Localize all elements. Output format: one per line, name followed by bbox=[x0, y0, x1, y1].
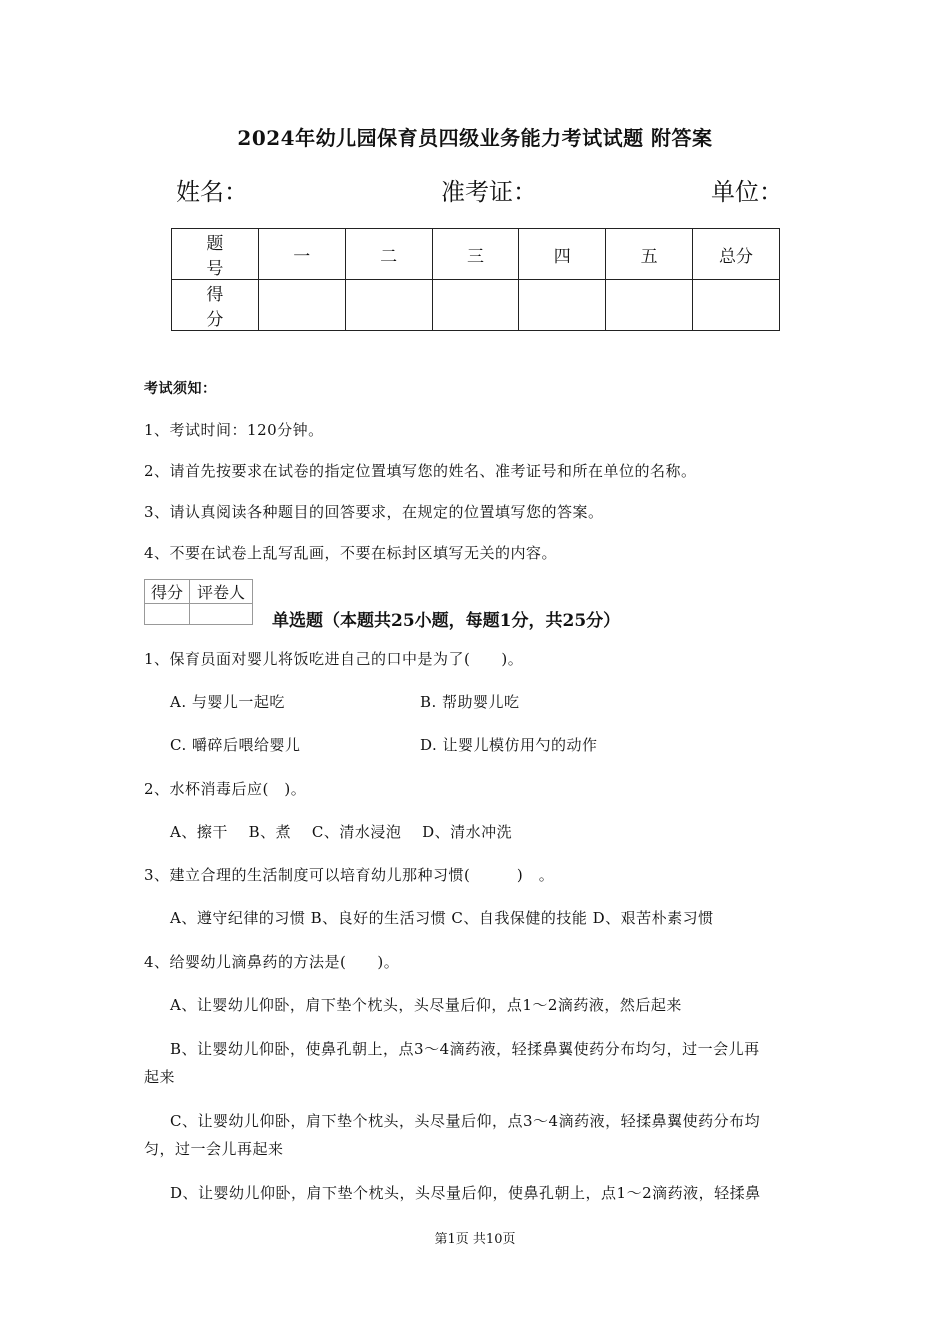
score-input-cell[interactable] bbox=[258, 280, 345, 331]
question-stem: 4、给婴幼儿滴鼻药的方法是( )。 bbox=[144, 953, 400, 971]
name-label: 姓名： bbox=[176, 178, 248, 206]
notice-item: 1、考试时间：120分钟。 bbox=[144, 421, 324, 439]
question-option: D. 让婴儿模仿用勺的动作 bbox=[420, 736, 598, 754]
score-table-cell: 一 bbox=[258, 229, 345, 280]
score-input-cell[interactable] bbox=[693, 280, 780, 331]
score-table-score-row bbox=[172, 280, 780, 331]
exam-number-label: 准考证： bbox=[441, 178, 537, 206]
grader-box-score-cell[interactable] bbox=[145, 604, 190, 625]
score-table-cell: 四 bbox=[519, 229, 606, 280]
question-stem: 1、保育员面对婴儿将饭吃进自己的口中是为了( )。 bbox=[144, 650, 524, 668]
question-option: B、让婴幼儿仰卧，使鼻孔朝上，点3～4滴药液，轻揉鼻翼使药分布均匀，过一会儿再 bbox=[170, 1040, 760, 1058]
question-options: A、擦干 B、煮 C、清水浸泡 D、清水冲洗 bbox=[170, 823, 513, 841]
score-input-cell[interactable] bbox=[345, 280, 432, 331]
question-option: B. 帮助婴儿吃 bbox=[420, 693, 520, 711]
score-row-label: 得 分 bbox=[172, 280, 259, 331]
score-table bbox=[171, 228, 780, 331]
page-title: 2024年幼儿园保育员四级业务能力考试试题 附答案 bbox=[237, 126, 713, 150]
grader-box bbox=[144, 579, 253, 625]
notice-item: 2、请首先按要求在试卷的指定位置填写您的姓名、准考证号和所在单位的名称。 bbox=[144, 462, 697, 480]
score-table-cell: 三 bbox=[432, 229, 519, 280]
score-table-cell: 二 bbox=[345, 229, 432, 280]
notice-heading: 考试须知： bbox=[144, 381, 217, 397]
question-stem: 3、建立合理的生活制度可以培育幼儿那种习惯( ) 。 bbox=[144, 866, 555, 884]
notice-item: 4、不要在试卷上乱写乱画，不要在标封区填写无关的内容。 bbox=[144, 544, 558, 562]
score-input-cell[interactable] bbox=[606, 280, 693, 331]
score-table-cell: 总分 bbox=[693, 229, 780, 280]
notice-item: 3、请认真阅读各种题目的回答要求，在规定的位置填写您的答案。 bbox=[144, 503, 604, 521]
question-option: A、让婴幼儿仰卧，肩下垫个枕头，头尽量后仰，点1～2滴药液，然后起来 bbox=[170, 996, 682, 1014]
question-option: A. 与婴儿一起吃 bbox=[170, 693, 285, 711]
question-option-continued: 匀，过一会儿再起来 bbox=[144, 1140, 284, 1158]
grader-box-grader-cell[interactable] bbox=[190, 604, 253, 625]
score-table-cell: 题 号 bbox=[172, 229, 259, 280]
score-input-cell[interactable] bbox=[519, 280, 606, 331]
grader-box-grader-label: 评卷人 bbox=[190, 580, 253, 604]
score-table-header-row bbox=[172, 229, 780, 280]
score-table-cell: 五 bbox=[606, 229, 693, 280]
unit-label: 单位： bbox=[711, 178, 783, 206]
score-input-cell[interactable] bbox=[432, 280, 519, 331]
question-stem: 2、水杯消毒后应( )。 bbox=[144, 780, 307, 798]
question-option: D、让婴幼儿仰卧，肩下垫个枕头，头尽量后仰，使鼻孔朝上，点1～2滴药液，轻揉鼻 bbox=[170, 1184, 761, 1202]
question-option: C、让婴幼儿仰卧，肩下垫个枕头，头尽量后仰，点3～4滴药液，轻揉鼻翼使药分布均 bbox=[170, 1112, 761, 1130]
question-option-continued: 起来 bbox=[144, 1068, 176, 1086]
question-options: A、遵守纪律的习惯 B、良好的生活习惯 C、自我保健的技能 D、艰苦朴素习惯 bbox=[170, 909, 714, 927]
grader-box-score-label: 得分 bbox=[145, 580, 190, 604]
page-footer: 第1页 共10页 bbox=[434, 1232, 516, 1247]
section-title: 单选题（本题共25小题，每题1分，共25分） bbox=[272, 611, 621, 631]
question-option: C. 嚼碎后喂给婴儿 bbox=[170, 736, 301, 754]
